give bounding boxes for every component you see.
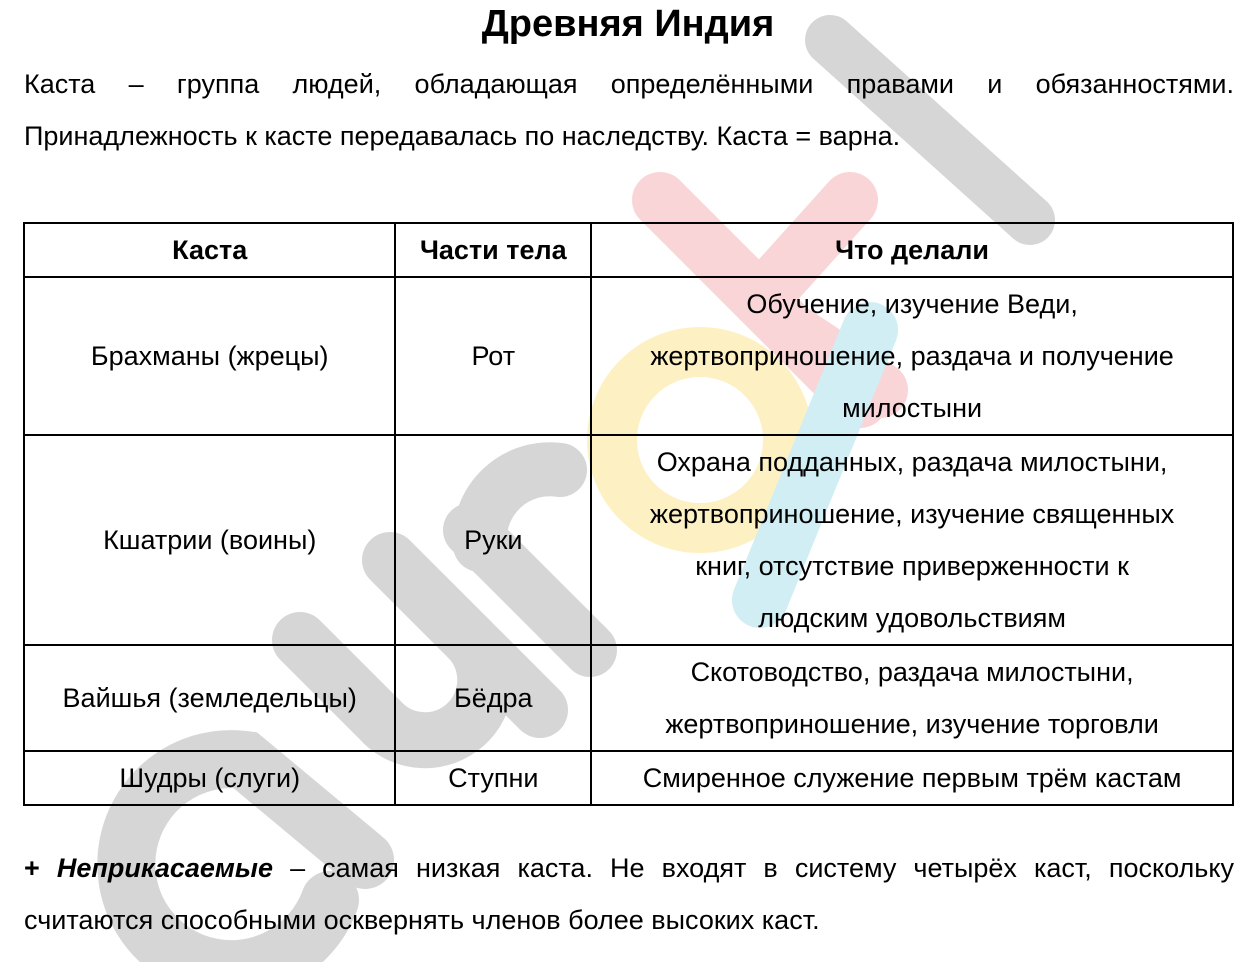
- intro-line-2: Принадлежность к касте передавалась по наследству. Каста = варна.: [24, 121, 901, 151]
- duties-line: жертвоприношение, раздача и получение: [650, 341, 1174, 371]
- header-body-part: Части тела: [395, 223, 591, 277]
- body-part-cell: Руки: [395, 435, 591, 645]
- caste-cell: Вайшья (земледельцы): [24, 645, 395, 751]
- body-part-cell: Бёдра: [395, 645, 591, 751]
- header-caste: Каста: [24, 223, 395, 277]
- table-header-row: [24, 223, 1233, 277]
- intro-line-1: Каста – группа людей, обладающая определёнными правами и обязанностями.: [24, 69, 1234, 99]
- note-term: Неприкасаемые: [56, 853, 273, 883]
- note-paragraph: [24, 842, 1234, 946]
- duties-line: Обучение, изучение Веди,: [746, 289, 1078, 319]
- caste-cell: Кшатрии (воины): [24, 435, 395, 645]
- note-prefix: +: [24, 853, 40, 883]
- duties-line: жертвоприношение, изучение торговли: [665, 709, 1159, 739]
- table-row: [24, 277, 1233, 435]
- note-line-2: считаются способными осквернять членов более высоких каст.: [24, 905, 820, 935]
- page-title: Древняя Индия: [481, 3, 775, 45]
- caste-cell: Шудры (слуги): [24, 751, 395, 805]
- intro-paragraph: [24, 58, 1234, 162]
- duties-line: людским удовольствиям: [758, 603, 1066, 633]
- table-row: [24, 751, 1233, 805]
- duties-line: Смиренное служение первым трём кастам: [642, 763, 1182, 793]
- duties-line: жертвоприношение, изучение священных: [649, 499, 1175, 529]
- duties-line: книг, отсутствие приверженности к: [695, 551, 1129, 581]
- header-duties: Что делали: [591, 223, 1233, 277]
- duties-line: Охрана подданных, раздача милостыни,: [656, 447, 1168, 477]
- table-row: [24, 645, 1233, 751]
- body-part-cell: Рот: [395, 277, 591, 435]
- note-line-1: [24, 842, 1234, 894]
- duties-cell: [591, 277, 1233, 435]
- duties-line: Скотоводство, раздача милостыни,: [690, 657, 1134, 687]
- duties-cell: [591, 751, 1233, 805]
- duties-line: милостыни: [842, 393, 983, 423]
- castes-table: [23, 222, 1234, 806]
- body-part-cell: Ступни: [395, 751, 591, 805]
- duties-cell: [591, 645, 1233, 751]
- duties-cell: [591, 435, 1233, 645]
- note-line-1-rest: – самая низкая каста. Не входят в систему четырёх каст, поскольку: [290, 853, 1234, 883]
- table-row: [24, 435, 1233, 645]
- caste-cell: Брахманы (жрецы): [24, 277, 395, 435]
